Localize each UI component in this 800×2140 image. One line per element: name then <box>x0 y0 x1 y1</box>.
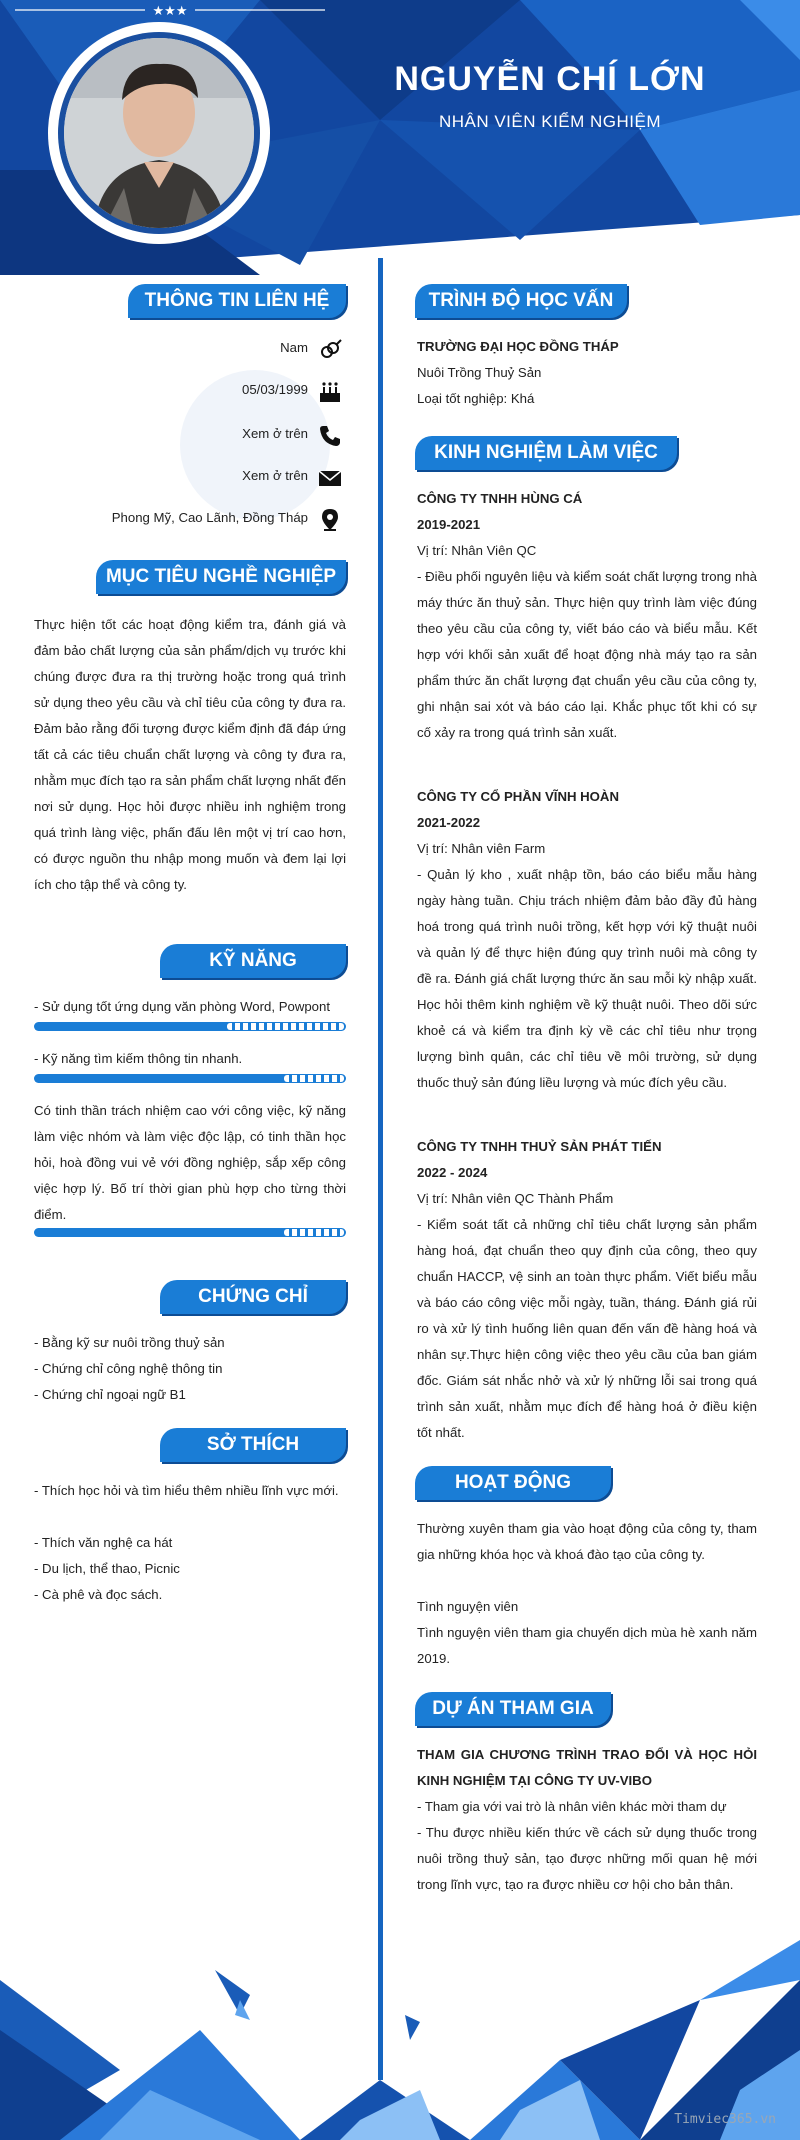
footer-credit: Timviec365.vn <box>674 2112 776 2127</box>
section-skills-title: KỸ NĂNG <box>160 944 346 978</box>
job-3-period: 2022 - 2024 <box>417 1165 488 1180</box>
skill-3-text: Có tinh thần trách nhiệm cao với công việc, kỹ năng làm việc nhóm và làm việc độc lập, có tinh thần học hỏi, hoà đồng vui vẻ với đồng nghiệp, sắp xếp công việc hợp lý. Bố trí thời gian phù hợp cho từng thời điểm. <box>34 1103 346 1222</box>
job-3-company: CÔNG TY TNHH THUỶ SẢN PHÁT TIẾN <box>417 1139 662 1154</box>
job-2-company: CÔNG TY CỔ PHẦN VĨNH HOÀN <box>417 789 619 804</box>
job-1-description: - Điều phối nguyên liệu và kiểm soát chất lượng trong nhà máy thức ăn thuỷ sản. Thực hiện quy trình làm việc đúng theo yêu cầu của công ty, viết báo cáo và biểu mẫu. Kết hợp với khối sản xuất để hoạt động nhà máy tạo ra sản phẩm thức ăn chất lượng đạt chuẩn yêu cầu của công ty, ghi nhận sai xót và báo cáo lại. Khắc phục tốt khi có sự cố xảy ra trong quá trình sản xuất. <box>417 569 757 740</box>
footer-decoration <box>0 1940 800 2140</box>
hobby-1: - Thích học hỏi và tìm hiểu thêm nhiều lĩnh vực mới. <box>34 1483 339 1498</box>
section-hobbies-title: SỞ THÍCH <box>160 1428 346 1462</box>
education-major: Nuôi Trồng Thuỷ Sản <box>417 365 542 380</box>
education-school: TRƯỜNG ĐẠI HỌC ĐỒNG THÁP <box>417 339 619 354</box>
contact-address <box>0 508 378 532</box>
birthday-cake-icon <box>318 380 342 404</box>
job-1-period: 2019-2021 <box>417 517 481 532</box>
location-icon <box>318 508 342 532</box>
skill-2-bar-rest <box>284 1075 344 1082</box>
section-education-title: TRÌNH ĐỘ HỌC VẤN <box>415 284 627 318</box>
skill-3-bar <box>34 1228 346 1237</box>
hobby-2: - Thích văn nghệ ca hát <box>34 1535 173 1550</box>
project-line-2: - Thu được nhiều kiến thức về cách sử dụng thuốc trong nuôi trồng thuỷ sản, tạo được những mối quan hệ mới trong lĩnh vực, tạo ra được nhiều cơ hội cho bản thân. <box>417 1825 757 1892</box>
certificate-3: - Chứng chỉ ngoại ngữ B1 <box>34 1387 186 1402</box>
hobby-4: - Cà phê và đọc sách. <box>34 1587 163 1602</box>
project-title: THAM GIA CHƯƠNG TRÌNH TRAO ĐỔI VÀ HỌC HỎI KINH NGHIỆM TẠI CÔNG TY UV-VIBO <box>417 1747 757 1788</box>
left-column <box>0 0 378 2140</box>
job-2-period: 2021-2022 <box>417 815 481 830</box>
job-2-description: - Quản lý kho , xuất nhập tồn, báo cáo biểu mẫu hàng ngày hàng tuần. Chịu trách nhiệm đảm bảo đầy đủ hàng hoá trong quá trình nuôi trồng, kết hợp với kỹ thuật nuôi và quản lý để thực hiện đúng quy trình nuôi mà công ty đề ra. Đánh giá chất lượng thức ăn sau mỗi kỳ nhập xuất. Học hỏi thêm kinh nghiệm về kỹ thuật nuôi. Theo dõi sức khoẻ cá và kiểm tra định kỳ về các chỉ tiêu như trọng lượng bình quân, các chỉ tiêu về môi trường, sử dụng thuốc thuỷ sản đúng liều lượng và múc đích yêu cầu. <box>417 867 757 1090</box>
footer-background <box>0 1940 800 2140</box>
contact-address-text: Phong Mỹ, Cao Lãnh, Đồng Tháp <box>111 510 308 525</box>
section-projects-title: DỰ ÁN THAM GIA <box>415 1692 611 1726</box>
right-column <box>383 0 800 2140</box>
activity-1: Thường xuyên tham gia vào hoạt động của công ty, tham gia những khóa học và khoá đào tạo của công ty. <box>417 1521 757 1562</box>
certificate-2: - Chứng chỉ công nghệ thông tin <box>34 1361 223 1376</box>
contact-email-text: Xem ở trên <box>242 468 308 483</box>
job-3-description: - Kiểm soát tất cả những chỉ tiêu chất lượng sản phẩm hàng hoá, đạt chuẩn theo quy định của công, theo quy chuẩn HACCP, vệ sinh an toàn thực phẩm. Viết biểu mẫu và báo cáo công việc mỗi ngày, tuần, tháng. Đánh giá rủi ro và xử lý tình huống liên quan đến vấn đề hàng hoá và nhân sự.Thực hiện công việc theo yêu cầu của ban giám đốc. Giám sát nhắc nhở và xử lý những lỗi sai trong quá trình sản xuất, nhằm mục đích để hàng hoá ở điều kiện tốt nhất. <box>417 1217 757 1440</box>
project-line-1: - Tham gia với vai trò là nhân viên khác mời tham dự <box>417 1799 727 1814</box>
contact-phone <box>0 424 378 448</box>
education-grade: Loại tốt nghiệp: Khá <box>417 391 535 406</box>
contact-birthday <box>0 380 378 404</box>
activity-3: Tình nguyện viên tham gia chuyến dịch mùa hè xanh năm 2019. <box>417 1625 757 1666</box>
hobby-3: - Du lịch, thể thao, Picnic <box>34 1561 180 1576</box>
email-icon <box>318 466 342 490</box>
activity-2: Tình nguyện viên <box>417 1599 519 1614</box>
job-title: NHÂN VIÊN KIỂM NGHIỆM <box>438 112 662 131</box>
section-objective-title: MỤC TIÊU NGHỀ NGHIỆP <box>96 560 346 594</box>
skill-2-text: - Kỹ năng tìm kiếm thông tin nhanh. <box>34 1051 243 1066</box>
skill-1-bar <box>34 1022 346 1031</box>
contact-phone-text: Xem ở trên <box>242 426 308 441</box>
contact-birthday-text: 05/03/1999 <box>241 382 308 397</box>
contact-email <box>0 466 378 490</box>
svg-text:★★★: ★★★ <box>152 4 188 19</box>
job-1-company: CÔNG TY TNHH HÙNG CÁ <box>417 491 583 506</box>
skill-1-bar-rest <box>227 1023 344 1030</box>
section-activities-title: HOẠT ĐỘNG <box>415 1466 611 1500</box>
contact-gender <box>0 338 378 362</box>
job-3-position: Vị trí: Nhân viên QC Thành Phẩm <box>417 1191 614 1206</box>
skill-3-bar-rest <box>284 1229 344 1236</box>
phone-icon <box>318 424 342 448</box>
section-experience-title: KINH NGHIỆM LÀM VIỆC <box>415 436 677 470</box>
objective-text: Thực hiện tốt các hoạt động kiểm tra, đánh giá và đảm bảo chất lượng của sản phẩm/dịch vụ trước khi chúng được đưa ra thị trường hoặc trong quá trình sử dụng theo yêu cầu và chỉ tiêu của công ty đưa ra. Đảm bảo rằng đối tượng được kiểm định đã đáp ứng tất cả các tiêu chuẩn chất lượng và công ty đưa ra, nhằm mục đích tạo ra sản phẩm chất lượng nhất đến nơi sử dụng. Học hỏi được nhiều inh nghiệm trong quá trình làng việc, phấn đấu lên một vị trí cao hơn, có được nguồn thu nhập mong muốn và đem lại lợi ích cho tập thể và công ty. <box>34 617 346 892</box>
job-1-position: Vị trí: Nhân Viên QC <box>417 543 537 558</box>
certificate-1: - Bằng kỹ sư nuôi trồng thuỷ sản <box>34 1335 225 1350</box>
section-contact-title: THÔNG TIN LIÊN HỆ <box>128 284 346 318</box>
section-certificates-title: CHỨNG CHỈ <box>160 1280 346 1314</box>
contact-gender-text: Nam <box>280 340 308 355</box>
gender-icon <box>318 338 342 362</box>
skill-1-text: - Sử dụng tốt ứng dụng văn phòng Word, Powpont <box>34 999 331 1014</box>
job-2-position: Vị trí: Nhân viên Farm <box>417 841 546 856</box>
candidate-name: NGUYỄN CHÍ LỚN <box>394 60 706 98</box>
skill-2-bar <box>34 1074 346 1083</box>
